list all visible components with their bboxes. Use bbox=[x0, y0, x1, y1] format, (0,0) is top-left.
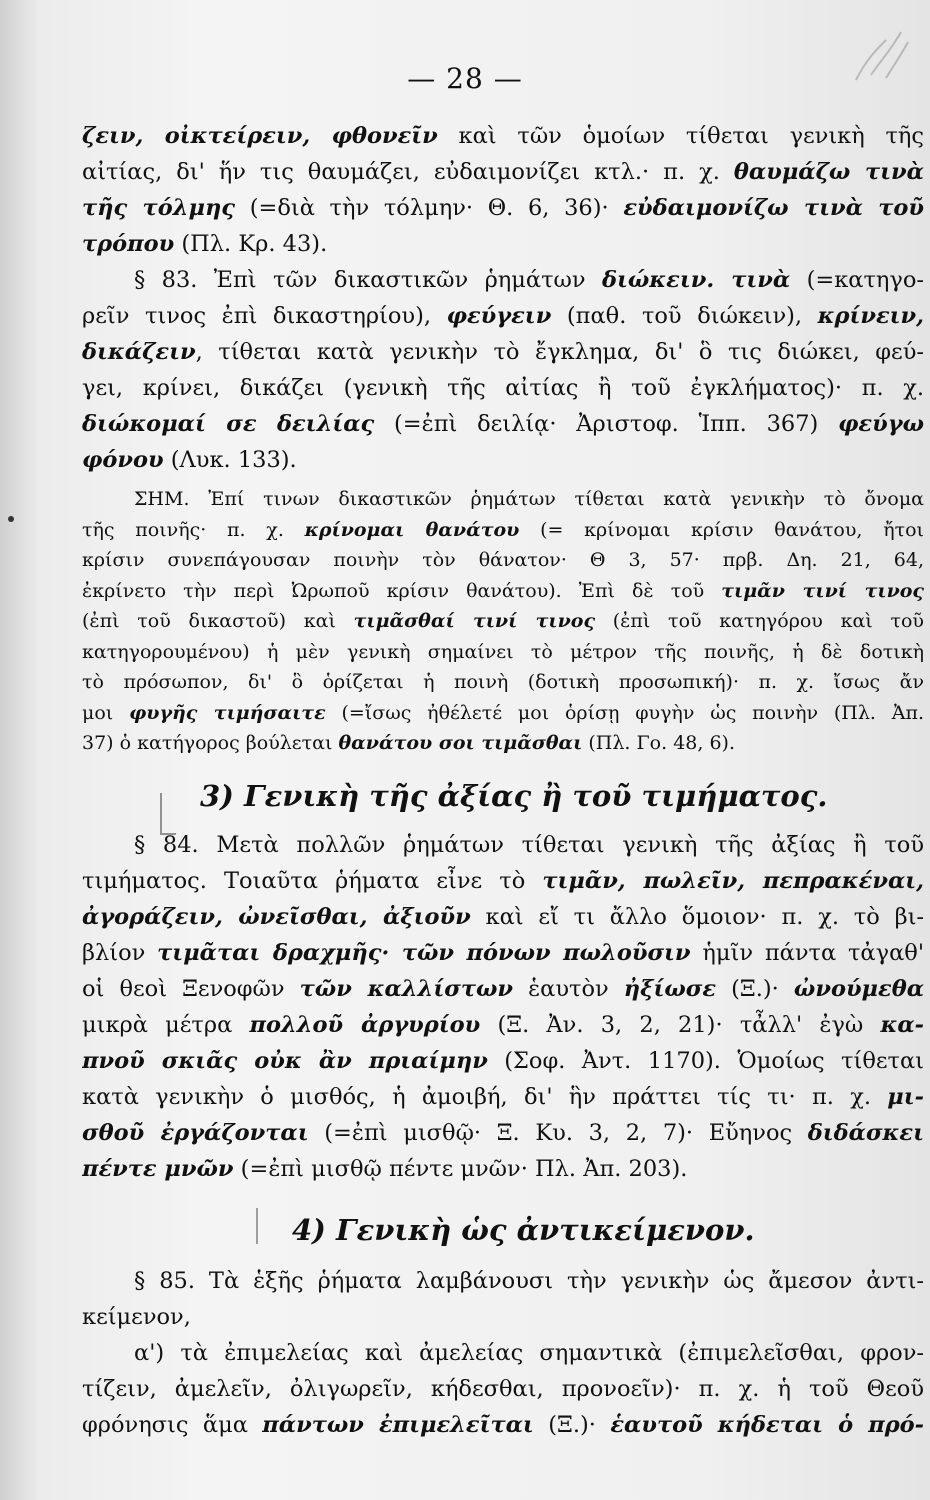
text-run: (Λυκ. 133). bbox=[163, 447, 297, 473]
emphasized-phrase: διδάσκει bbox=[807, 1119, 924, 1146]
text-run: (Πλ. Γο. 48, 6). bbox=[582, 732, 735, 754]
text-run: αἰτίας, δι' ἥν τις θαυμάζει, εὐδαιμονίζει κτλ.· π. χ. bbox=[82, 159, 734, 185]
text-line bbox=[82, 827, 924, 863]
text-line bbox=[82, 1407, 924, 1443]
text-line bbox=[82, 190, 924, 226]
note-line bbox=[82, 728, 924, 759]
text-line bbox=[82, 370, 924, 406]
text-line bbox=[82, 406, 924, 442]
emphasized-phrase: πνοῦ σκιᾶς οὐκ ἂν πριαίμην bbox=[82, 1047, 488, 1074]
text-run: τῆς ποινῆς· π. χ. bbox=[82, 518, 305, 541]
emphasized-phrase: σθοῦ ἐργάζονται bbox=[82, 1119, 309, 1146]
text-run: ἑαυτὸν bbox=[513, 975, 624, 1002]
text-run: (=ἐπὶ μισθῷ πέντε μνῶν· Πλ. Ἀπ. 203). bbox=[233, 1155, 688, 1182]
emphasized-phrase: ζειν, οἰκτείρειν, φθονεῖν bbox=[82, 123, 438, 149]
text-line bbox=[82, 1043, 924, 1079]
text-line bbox=[82, 935, 924, 971]
text-run: (=ἴσως ἠθέλετέ μοι ὁρίσῃ φυγὴν ὡς ποινὴν (Πλ. Ἀπ. bbox=[325, 701, 924, 724]
text-line bbox=[82, 442, 924, 478]
emphasized-phrase: φεύγω bbox=[838, 411, 924, 437]
text-run: (=ἐπὶ μισθῷ· Ξ. Κυ. 3, 2, 7)· Εὔηνος bbox=[308, 1119, 808, 1146]
note-line bbox=[82, 606, 924, 637]
page-number: — 28 — bbox=[407, 62, 523, 95]
text-line bbox=[82, 1299, 924, 1335]
text-run: ἐκρίνετο τὴν περὶ Ὠρωποῦ κρίσιν θανάτου). Ἐπὶ δὲ τοῦ bbox=[82, 579, 722, 602]
pencil-bracket-mark bbox=[256, 1208, 272, 1244]
text-line bbox=[82, 899, 924, 935]
emphasized-phrase: φυγῆς τιμήσαιτε bbox=[129, 701, 326, 724]
text-run: α') τὰ ἐπιμελείας καὶ ἀμελείας σημαντικὰ (ἐπιμελεῖσθαι, φρον- bbox=[134, 1339, 924, 1366]
text-run: § 85. Τὰ ἑξῆς ῥήματα λαμβάνουσι τὴν γενικὴν ὡς ἄμεσον ἀντι- bbox=[134, 1267, 924, 1294]
text-line bbox=[82, 1079, 924, 1115]
emphasized-phrase: πολλοῦ ἀργυρίου bbox=[249, 1011, 481, 1038]
margin-dot bbox=[8, 516, 14, 522]
emphasized-phrase: κρίνειν, bbox=[817, 303, 924, 329]
emphasized-phrase: εὐδαιμονίζω τινὰ τοῦ bbox=[623, 195, 924, 221]
emphasized-phrase: ἠξίωσε bbox=[623, 975, 717, 1002]
text-run: (=ἐπὶ δειλίᾳ· Ἀριστοφ. Ἱππ. 367) bbox=[374, 411, 839, 437]
emphasized-phrase: μι- bbox=[887, 1083, 924, 1110]
section-heading-4: 4) Γενικὴ ὡς ἀντικείμενον. bbox=[292, 1212, 755, 1247]
text-run: φρόνησις ἅμα bbox=[82, 1411, 263, 1438]
text-run: (ἐπὶ τοῦ κατηγόρου καὶ τοῦ bbox=[595, 610, 924, 632]
note-line bbox=[82, 667, 924, 698]
emphasized-phrase: ὠνούμεθα bbox=[793, 975, 924, 1002]
text-line bbox=[82, 154, 924, 190]
text-run: (Ξ.)· bbox=[716, 975, 794, 1002]
emphasized-phrase: θανάτου σοι τιμᾶσθαι bbox=[338, 732, 583, 754]
emphasized-phrase: πάντων ἐπιμελεῖται bbox=[262, 1411, 534, 1438]
page-body bbox=[82, 118, 924, 1443]
note-line bbox=[82, 698, 924, 729]
emphasized-phrase: κρίνομαι θανάτου bbox=[304, 518, 520, 541]
emphasized-phrase: πέντε μνῶν bbox=[82, 1155, 234, 1182]
note-block bbox=[82, 484, 924, 759]
text-run: βλίον bbox=[82, 939, 158, 966]
text-run: (ἐπὶ τοῦ δικαστοῦ) καὶ bbox=[82, 610, 354, 632]
note-line bbox=[82, 576, 924, 607]
text-run: (= κρίνομαι κρίσιν θανάτου, ἤτοι bbox=[519, 518, 924, 541]
text-run: ΣΗΜ. Ἐπί τινων δικαστικῶν ῥημάτων τίθεται κατὰ γενικὴν τὸ ὄνομα bbox=[134, 488, 924, 510]
text-run: , τίθεται κατὰ γενικὴν τὸ ἔγκλημα, δι' ὃ τις διώκει, φεύ- bbox=[195, 339, 924, 365]
text-line bbox=[82, 226, 924, 262]
emphasized-phrase: κα- bbox=[880, 1011, 924, 1038]
text-run: § 84. Μετὰ πολλῶν ῥημάτων τίθεται γενικὴ τῆς ἀξίας ἢ τοῦ bbox=[134, 831, 924, 858]
text-line bbox=[82, 1115, 924, 1151]
text-run: τὸ πρόσωπον, δι' ὃ ὁρίζεται ἡ ποινὴ (δοτικὴ προσωπική)· π. χ. ἴσως ἄν bbox=[82, 671, 924, 693]
emphasized-phrase: τρόπου bbox=[82, 231, 175, 257]
emphasized-phrase: τιμᾶται δραχμῆς· τῶν πόνων πωλοῦσιν bbox=[157, 939, 691, 966]
emphasized-phrase: διώκομαί σε δειλίας bbox=[82, 411, 375, 437]
note-line bbox=[82, 545, 924, 576]
emphasized-phrase: τιμᾶσθαί τινί τινος bbox=[353, 610, 596, 632]
text-run: ἡμῖν πάντα τἀγαθ' bbox=[690, 939, 924, 966]
text-run: (=κατηγο- bbox=[790, 267, 924, 293]
text-run: κρίσιν συνεπάγουσαν ποινὴν τὸν θάνατον· Θ 3, 57· πρβ. Δη. 21, 64, bbox=[82, 549, 924, 571]
text-line bbox=[82, 334, 924, 370]
text-run: γει, κρίνει, δικάζει (γενικὴ τῆς αἰτίας ἢ τοῦ ἐγκλήματος)· π. χ. bbox=[82, 375, 924, 401]
text-run: (παθ. τοῦ διώκειν), bbox=[551, 303, 818, 329]
text-run: τίζειν, ἀμελεῖν, ὀλιγωρεῖν, κήδεσθαι, προνοεῖν)· π. χ. ἡ τοῦ Θεοῦ bbox=[82, 1375, 924, 1402]
text-line bbox=[82, 1263, 924, 1299]
emphasized-phrase: ἀγοράζειν, ὠνεῖσθαι, ἀξιοῦν bbox=[82, 903, 471, 930]
text-run: (Ξ.)· bbox=[533, 1411, 611, 1438]
text-run: κατὰ γενικὴν ὁ μισθός, ἡ ἀμοιβή, δι' ἣν πράττει τίς τι· π. χ. bbox=[82, 1083, 888, 1110]
text-line bbox=[82, 1371, 924, 1407]
text-line bbox=[82, 1335, 924, 1371]
text-run: (Σοφ. Ἀντ. 1170). Ὁμοίως τίθεται bbox=[487, 1047, 924, 1074]
section-84 bbox=[82, 827, 924, 1187]
text-line bbox=[82, 298, 924, 334]
text-line bbox=[82, 863, 924, 899]
text-line bbox=[82, 118, 924, 154]
note-line bbox=[82, 637, 924, 668]
paragraph-continuation-82 bbox=[82, 118, 924, 478]
emphasized-phrase: φόνου bbox=[82, 447, 164, 473]
text-run: κείμενον, bbox=[82, 1303, 191, 1330]
text-run: ρεῖν τινος ἐπὶ δικαστηρίου), bbox=[82, 303, 447, 329]
text-run: τιμήματος. Τοιαῦτα ῥήματα εἶνε τὸ bbox=[82, 867, 543, 894]
emphasized-phrase: ἑαυτοῦ κήδεται ὁ πρό- bbox=[610, 1411, 924, 1438]
note-line bbox=[82, 484, 924, 515]
text-line bbox=[82, 1151, 924, 1187]
emphasized-phrase: τιμᾶν, πωλεῖν, πεπρακέναι, bbox=[542, 867, 924, 894]
emphasized-phrase: τιμᾶν τινί τινος bbox=[721, 579, 924, 602]
text-run: (=διὰ τὴν τόλμην· Θ. 6, 36)· bbox=[235, 195, 624, 221]
emphasized-phrase: δικάζειν bbox=[82, 339, 196, 365]
text-line bbox=[82, 1007, 924, 1043]
text-run: μοι bbox=[82, 701, 130, 724]
text-line bbox=[82, 971, 924, 1007]
text-run: καὶ εἴ τι ἄλλο ὅμοιον· π. χ. τὸ βι- bbox=[470, 903, 924, 930]
text-line bbox=[82, 262, 924, 298]
note-line bbox=[82, 515, 924, 546]
section-heading-3: 3) Γενικὴ τῆς ἀξίας ἢ τοῦ τιμήματος. bbox=[200, 778, 828, 813]
text-run: § 83. Ἐπὶ τῶν δικαστικῶν ῥημάτων bbox=[134, 267, 602, 293]
emphasized-phrase: τῆς τόλμης bbox=[82, 195, 236, 221]
text-run: 37) ὁ κατήγορος βούλεται bbox=[82, 732, 339, 754]
pencil-bracket-mark bbox=[160, 793, 176, 835]
text-run: μικρὰ μέτρα bbox=[82, 1011, 250, 1038]
emphasized-phrase: φεύγειν bbox=[446, 303, 552, 329]
text-run: (Ξ. Ἀν. 3, 2, 21)· τἆλλ' ἐγὼ bbox=[480, 1011, 881, 1038]
emphasized-phrase: θαυμάζω τινὰ bbox=[733, 159, 924, 185]
emphasized-phrase: διώκειν. τινὰ bbox=[601, 267, 791, 293]
text-run: οἱ θεοὶ Ξενοφῶν bbox=[82, 975, 300, 1002]
section-85 bbox=[82, 1263, 924, 1443]
text-run: κατηγορουμένου) ἡ μὲν γενικὴ σημαίνει τὸ μέτρον τῆς ποινῆς, ἡ δὲ δοτικὴ bbox=[82, 640, 924, 663]
emphasized-phrase: τῶν καλλίστων bbox=[299, 975, 513, 1002]
text-run: (Πλ. Κρ. 43). bbox=[174, 231, 328, 257]
text-run: καὶ τῶν ὁμοίων τίθεται γενικὴ τῆς bbox=[437, 123, 924, 149]
